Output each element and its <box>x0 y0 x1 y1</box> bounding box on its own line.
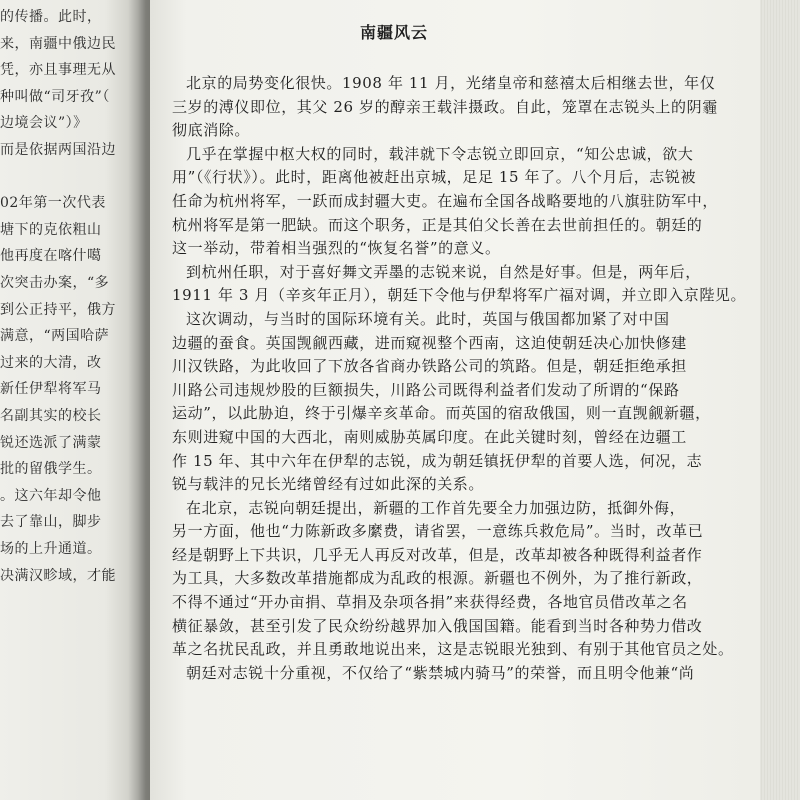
left-page-line: 02年第一次代表 <box>0 195 106 212</box>
left-page-line: 满意，“两国哈萨 <box>0 328 110 345</box>
left-page-line: 锐还选派了满蒙 <box>0 434 102 451</box>
text-line: 不得不通过“开办亩捐、草捐及杂项各捐”来获得经费，各地官员借改革之名 <box>172 593 688 612</box>
left-page-line: 去了靠山，脚步 <box>0 514 102 531</box>
text-line: 运动”，以此胁迫，终于引爆辛亥革命。而英国的宿敌俄国，则一直觊觎新疆， <box>172 404 711 423</box>
text-line: 用”（《行状》）。此时，距离他被赶出京城，足足 15 年了。八个月后，志锐被 <box>172 168 697 187</box>
left-page-line: 种叫做“司牙孜”（ <box>0 88 110 105</box>
text-line: 革之名扰民乱政，并且勇敢地说出来，这是志锐眼光独到、有别于其他官员之处。 <box>172 640 734 659</box>
text-line: 这一举动，带着相当强烈的“恢复名誉”的意义。 <box>172 239 501 258</box>
text-line: 川路公司违规炒股的巨额损失，川路公司既得利益者们发动了所谓的“保路 <box>172 380 680 399</box>
text-line: 北京的局势变化很快。1908 年 11 月，光绪皇帝和慈禧太后相继去世，年仅 <box>186 74 716 92</box>
body-text <box>172 72 747 685</box>
text-line: 这次调动，与当时的国际环境有关。此时，英国与俄国都加紧了对中国 <box>186 309 670 328</box>
left-page-line: 而是依据两国沿边 <box>0 142 116 158</box>
paragraph <box>172 662 732 686</box>
text-line: 经是朝野上下共识，几乎无人再反对改革，但是，改革却被各种既得利益者作 <box>172 545 703 564</box>
text-line: 边疆的蚕食。英国觊觎西藏，进而窥视整个西南，这迫使朝廷决心加快修建 <box>172 333 687 352</box>
text-line: 横征暴敛，甚至引发了民众纷纷越界加入俄国国籍。能看到当时各种势力借改 <box>172 616 703 635</box>
paragraph <box>172 72 732 143</box>
left-page-line: 场的上升通道。 <box>0 541 102 557</box>
paragraph <box>172 497 732 662</box>
text-line: 为工具，大多数改革措施都成为乱政的根源。新疆也不例外，为了推行新政， <box>172 569 703 588</box>
left-page-line: 名副其实的校长 <box>0 408 102 424</box>
paragraph <box>172 261 747 308</box>
text-line: 几乎在掌握中枢大权的同时，载沣就下令志锐立即回京，“知公忠诚，欲大 <box>186 144 694 163</box>
text-line: 朝廷对志锐十分重视，不仅给了“紫禁城内骑马”的荣誉，而且明令他兼“尚 <box>186 663 695 682</box>
left-page-line: 的传播。此时， <box>0 9 102 25</box>
paragraph <box>172 308 732 497</box>
text-line: 东则进窥中国的大西北，南则威胁英属印度。在此关键时刻，曾经在边疆工 <box>172 427 687 446</box>
left-page-line: 塘下的克依粗山 <box>0 221 102 238</box>
text-line: 锐与载沣的兄长光绪曾经有过如此深的关系。 <box>172 475 485 494</box>
left-page-line: 过来的大清，改 <box>0 354 102 371</box>
left-page-line: 边境会议”）》 <box>0 115 88 132</box>
text-line: 作 15 年、其中六年在伊犁的志锐，成为朝廷镇抚伊犁的首要人选，何况，志 <box>172 451 703 470</box>
text-line: 任命为杭州将军，一跃而成封疆大吏。在遍布全国各战略要地的八旗驻防军中， <box>172 191 719 210</box>
left-page-line: 次突击办案，“多 <box>0 275 110 291</box>
text-line: 彻底消除。 <box>172 121 251 140</box>
text-line: 三岁的溥仪即位，其父 26 岁的醇亲王载沣摄政。自此，笼罩在志锐头上的阴霾 <box>172 97 718 116</box>
left-page-line: 他再度在喀什噶 <box>0 248 102 265</box>
text-line: 到杭州任职，对于喜好舞文弄墨的志锐来说，自然是好事。但是，两年后， <box>186 262 701 281</box>
page-title: 南疆风云 <box>360 23 429 42</box>
left-page-line: 新任伊犁将军马 <box>0 381 102 398</box>
left-page-line: 来，南疆中俄边民 <box>0 35 116 52</box>
left-page-line: 批的留俄学生。 <box>0 461 102 478</box>
text-line: 川汉铁路，为此收回了下放各省商办铁路公司的筑路。但是，朝廷拒绝承担 <box>172 357 687 376</box>
left-page-line: 。这六年却令他 <box>0 487 102 504</box>
left-page-line: 凭，亦且事理无从 <box>0 62 116 79</box>
left-page-line: 到公正持平，俄方 <box>0 301 116 318</box>
text-line: 另一方面，他也“力陈新政多縻费，请省罢，一意练兵救危局”。当时，改革已 <box>172 522 704 541</box>
paragraph <box>172 143 732 261</box>
left-page-line: 决满汉畛域，才能 <box>0 567 116 584</box>
text-line: 1911 年 3 月（辛亥年正月），朝廷下令他与伊犁将军广福对调，并立即入京陛见。 <box>172 286 747 305</box>
page-edges <box>760 0 800 800</box>
text-line: 在北京，志锐向朝廷提出，新疆的工作首先要全力加强边防，抵御外侮， <box>186 498 686 517</box>
text-line: 杭州将军是第一肥缺。而这个职务，正是其伯父长善在去世前担任的。朝廷的 <box>172 215 703 234</box>
